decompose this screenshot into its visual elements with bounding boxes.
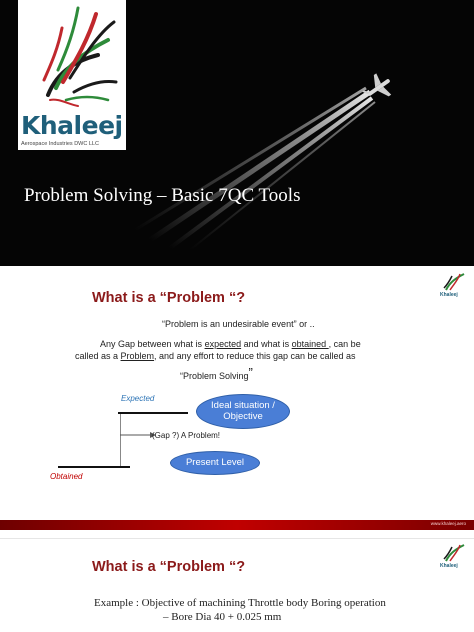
problem-definition-slide [0, 266, 474, 534]
para-text: , and any effort to reduce this gap can be called as [154, 351, 356, 361]
expected-label: Expected [121, 394, 155, 403]
slide-heading: What is a “Problem “? [92, 559, 246, 575]
corner-logo [440, 543, 468, 569]
presentation-title: Problem Solving – Basic 7QC Tools [24, 185, 301, 206]
gap-arrow-line [120, 414, 121, 466]
corner-logo [440, 272, 468, 298]
para-text: , can be [328, 339, 361, 349]
obtained-label: Obtained [50, 472, 83, 481]
obtained-level-line [58, 466, 130, 468]
problem-example-slide [0, 538, 474, 632]
dove-logo-icon [18, 0, 126, 110]
ideal-situation-ellipse: Ideal situation / Objective [196, 394, 290, 429]
para-text: “Problem Solving [180, 371, 249, 381]
corner-logo-text: Khaleej [440, 563, 458, 569]
para-text: and what is [241, 339, 292, 349]
logo-wordmark: Khaleej [21, 111, 123, 140]
dove-small-icon [440, 272, 468, 292]
logo-subtitle: Aerospace Industries DWC LLC [21, 141, 99, 147]
paragraph-line-3 [180, 365, 253, 381]
company-logo [18, 0, 126, 150]
obtained-word: obtained [291, 339, 329, 349]
footer-bar [0, 520, 474, 530]
example-line-1: Example : Objective of machining Throttle body Boring operation [94, 597, 386, 609]
title-slide [0, 0, 474, 266]
gap-label: (Gap ?) A Problem! [152, 431, 221, 440]
expected-word: expected [204, 339, 242, 349]
closing-quote: ” [248, 365, 253, 380]
quote-text: “Problem is an undesirable event” or .. [162, 319, 315, 329]
para-text: Any Gap between what is [100, 339, 205, 349]
example-line-2: – Bore Dia 40 + 0.025 mm [163, 611, 282, 623]
paragraph-line-1 [100, 339, 361, 349]
paragraph-line-2 [75, 351, 356, 361]
para-text: called as a [75, 351, 121, 361]
present-level-ellipse: Present Level [170, 451, 260, 475]
dove-small-icon [440, 543, 468, 563]
problem-word: Problem [120, 351, 155, 361]
footer-website: www.khaleej.aero [430, 521, 466, 526]
corner-logo-text: Khaleej [440, 292, 458, 298]
expected-level-line [118, 412, 188, 414]
slide-heading: What is a “Problem “? [92, 290, 246, 306]
